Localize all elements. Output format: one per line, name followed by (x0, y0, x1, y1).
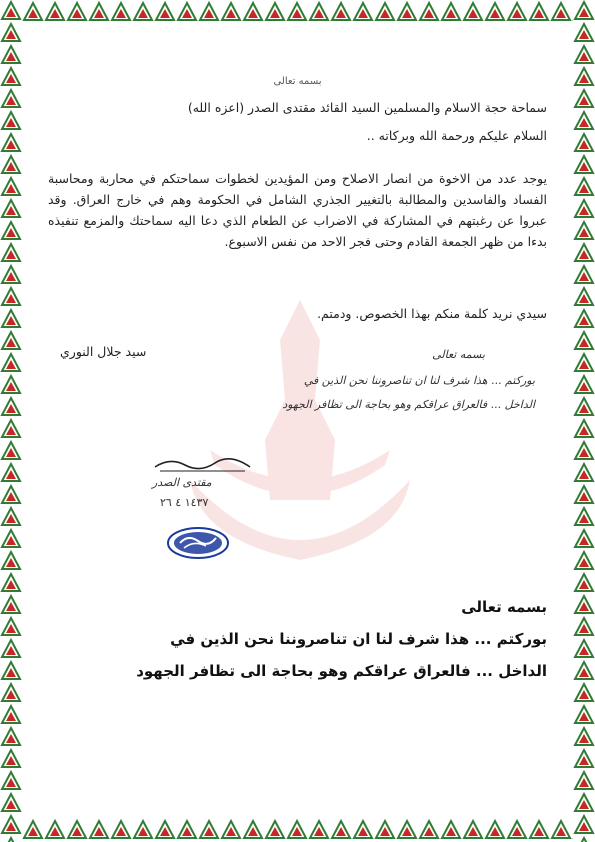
handwritten-heading: بسمه تعالى (432, 348, 485, 361)
letter-body: يوجد عدد من الاخوة من انصار الاصلاح ومن المؤيدين لخطوات سماحتكم في محاربة ومحاسبة الفساد والفاسدين والمطالبة بالتغيير الجذري الشامل في الحكومة وهم في خارج العراق. وقد عبروا عن رغبتهم في المشاركة في الاضراب عن الطعام الذي دعا اليه سماحتك والمزمع تنفيذه بدءا من ظهر الجمعة القادم وحتى فجر الاحد من نفس الاسبوع. (48, 171, 547, 249)
typed-line-2: الداخل ... فالعراق عراقكم وهو بحاجة الى تظافر الجهود (136, 662, 547, 680)
office-stamp (166, 526, 230, 560)
decorative-border-right (573, 0, 595, 842)
letter-sender: سيد جلال النوري (60, 344, 147, 359)
decorative-border-bottom (0, 818, 595, 842)
letter-request: سيدي نريد كلمة منكم بهذا الخصوص. ودمتم. (317, 306, 547, 321)
decorative-border-left (0, 0, 22, 842)
typed-heading: بسمه تعالى (461, 598, 547, 616)
decorative-border-top (0, 0, 595, 24)
letter-greeting: السلام عليكم ورحمة الله وبركاته .. (366, 128, 547, 143)
typed-line-1: بوركتم ... هذا شرف لنا ان تناصروننا نحن الذين في (170, 630, 547, 648)
signature-date: ١٤٣٧ ٤ ٢٦ (160, 496, 209, 509)
handwritten-line-2: الداخل ... فالعراق عراقكم وهو بحاجة الى تظافر الجهود (282, 398, 535, 411)
signature-scribble (150, 455, 260, 475)
handwritten-line-1: بوركتم ... هذا شرف لنا ان تناصروننا نحن الذين في (303, 374, 535, 387)
signature-name: مقتدى الصدر (152, 476, 212, 489)
letter-basmala: بسمه تعالى (273, 76, 322, 87)
letter-salutation: سماحة حجة الاسلام والمسلمين السيد القائد مقتدى الصدر (اعزه الله) (187, 100, 547, 115)
